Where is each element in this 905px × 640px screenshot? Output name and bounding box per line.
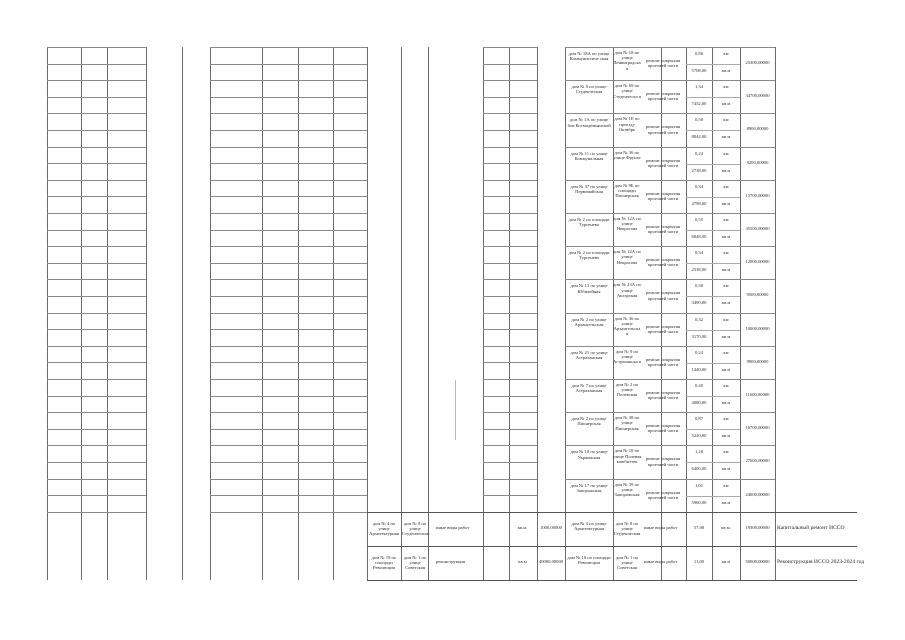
- grid-hline: [47, 429, 146, 430]
- grid-hline: [483, 379, 537, 380]
- summary-hline: [367, 546, 857, 547]
- row-to: дом № 2 по улице Полевская: [615, 382, 639, 398]
- grid-hline: [47, 396, 146, 397]
- summary-left-from: дом № 4 по улице Архитектурная: [369, 521, 399, 537]
- grid-hline: [210, 263, 367, 264]
- row-mid-hline: [686, 197, 740, 198]
- grid-vline: [537, 47, 538, 580]
- row-work: ремонт покрытия проезжей части: [645, 91, 681, 102]
- summary-left-from: дом № 19 по площади Революции: [371, 555, 397, 571]
- summary-left-unit: кв.м: [518, 559, 527, 564]
- row-cost: 27000,00000: [745, 458, 770, 464]
- grid-hline: [210, 396, 367, 397]
- grid-hline: [47, 246, 146, 247]
- summary-note: Реконструкция ИССО 2023-2024 год: [777, 559, 865, 565]
- grid-hline: [483, 263, 537, 264]
- row-mid-hline: [686, 396, 740, 397]
- row-hline: [565, 412, 775, 413]
- grid-hline: [47, 80, 146, 81]
- grid-hline: [210, 279, 367, 280]
- row-area: 6400,00: [691, 466, 707, 472]
- grid-hline: [210, 329, 367, 330]
- summary-unit: кв.м.: [721, 525, 731, 530]
- row-to: дом № 9 по улице Астраханска я: [613, 348, 641, 365]
- row-unit-area: кв.м: [721, 200, 731, 206]
- row-unit-km: км: [723, 150, 729, 156]
- row-unit-area: кв.м: [721, 234, 731, 239]
- row-area: 5708,00: [691, 68, 707, 73]
- row-from: дом № 2 по площади Тургенева: [568, 250, 610, 261]
- row-mid-hline: [686, 263, 740, 264]
- row-area: 6048,00: [691, 234, 707, 239]
- row-unit-area: кв.м: [721, 466, 731, 472]
- grid-hline: [47, 329, 146, 330]
- grid-hline: [47, 113, 146, 114]
- row-mid-hline: [686, 97, 740, 98]
- row-hline: [565, 147, 775, 148]
- summary-cost: 50000,00000: [745, 559, 770, 564]
- row-to: дом № 18 по улице Полевая кашбиттек: [612, 448, 642, 464]
- row-cost: 9900,00000: [746, 358, 769, 364]
- row-to: дом № 69 по улице Студенческа я: [613, 83, 641, 99]
- grid-hline: [210, 495, 367, 496]
- row-hline: [565, 379, 775, 380]
- row-mid-hline: [686, 330, 740, 331]
- grid-hline: [47, 462, 146, 463]
- grid-hline: [47, 412, 146, 413]
- row-area: 4080,00: [691, 400, 707, 405]
- summary-qty: 11,00: [693, 559, 705, 564]
- grid-hline: [483, 495, 537, 496]
- row-area: 8044,00: [691, 134, 707, 140]
- row-mid-hline: [686, 363, 740, 364]
- row-mid-hline: [686, 130, 740, 131]
- row-unit-area: кв.м: [721, 134, 731, 140]
- grid-vline-faint: [455, 380, 456, 440]
- row-from: дом № 18А по улице Коммунистиче ская: [568, 51, 610, 62]
- row-area: 4798,00: [691, 200, 707, 206]
- summary-to: дом № 1 по улице Советская: [615, 555, 639, 571]
- row-work: ремонт покрытия проезжей части: [645, 356, 681, 367]
- row-from: дом № 17 по улице Запорожская: [570, 482, 608, 493]
- grid-vline: [182, 47, 183, 580]
- row-cost: 34700,00000: [745, 93, 770, 99]
- row-km: 0,86: [694, 51, 704, 56]
- row-hline: [565, 80, 775, 81]
- row-work: ремонт покрытия проезжей части: [645, 257, 681, 268]
- grid-hline: [483, 196, 537, 197]
- row-work: ремонт покрытия проезжей части: [645, 224, 681, 235]
- row-area: 3490,00: [691, 300, 707, 306]
- row-from: дом № 1А по улице Зои Космодемьянской: [567, 117, 611, 128]
- grid-hline: [210, 130, 367, 131]
- grid-hline: [210, 97, 367, 98]
- row-mid-hline: [686, 164, 740, 165]
- grid-hline: [483, 246, 537, 247]
- summary-qty: 57,00: [693, 525, 705, 530]
- grid-hline: [483, 97, 537, 98]
- grid-hline: [210, 113, 367, 114]
- row-hline: [565, 47, 775, 48]
- grid-hline: [483, 47, 537, 48]
- row-from: дом № 2 по площади Тургенева: [568, 217, 610, 228]
- grid-hline: [210, 230, 367, 231]
- grid-hline: [210, 445, 367, 446]
- grid-hline: [210, 163, 367, 164]
- grid-hline: [47, 296, 146, 297]
- row-km: 1,20: [694, 449, 704, 455]
- row-unit-area: кв.м: [721, 400, 731, 405]
- row-hline: [565, 180, 775, 181]
- summary-left-work: иные виды работ: [436, 525, 470, 530]
- row-unit-km: км: [723, 316, 729, 322]
- grid-hline: [47, 130, 146, 131]
- summary-from: дом № 4 по улице Архитектурная: [571, 521, 607, 532]
- grid-hline: [483, 362, 537, 363]
- grid-hline: [483, 80, 537, 81]
- grid-hline: [210, 429, 367, 430]
- grid-hline: [483, 230, 537, 231]
- grid-hline: [47, 445, 146, 446]
- summary-hline: [367, 580, 857, 581]
- row-unit-area: кв.м: [721, 499, 731, 505]
- summary-left-to: дом № 1 по улице Советская: [403, 555, 427, 571]
- row-km: 0,50: [694, 117, 704, 123]
- row-cost: 9500,00000: [746, 292, 769, 298]
- row-to: дом № 12А по улице Некрасова: [613, 249, 641, 265]
- row-cost: 24000,00000: [745, 491, 770, 497]
- summary-unit: кв.м: [721, 559, 731, 564]
- row-work: ремонт покрытия проезжей части: [645, 58, 681, 69]
- row-area: 7452,00: [691, 101, 707, 107]
- row-km: 0,34: [694, 250, 704, 256]
- row-unit-km: км: [723, 283, 729, 289]
- grid-hline: [210, 412, 367, 413]
- row-work: ремонт покрытия проезжей части: [645, 390, 681, 401]
- row-from: дом № 7 по улице Астраханская: [571, 383, 607, 394]
- grid-hline: [483, 412, 537, 413]
- grid-hline: [47, 196, 146, 197]
- grid-vline: [146, 47, 147, 580]
- grid-hline: [47, 97, 146, 98]
- row-from: дом № 10 по улице Украинская: [570, 449, 608, 460]
- grid-hline: [47, 163, 146, 164]
- grid-hline: [483, 445, 537, 446]
- row-cost: 11600,00000: [745, 392, 770, 397]
- summary-cost: 19300,00000: [745, 525, 770, 530]
- row-cost: 9200,00000: [746, 159, 769, 165]
- row-from: дом № 2 по улице Архангельская: [571, 316, 607, 327]
- row-to: дом № 38 по улице Пионерская: [614, 415, 640, 431]
- row-to: дом № 39 по улице Запорожская: [614, 481, 640, 497]
- row-unit-area: кв.м: [721, 101, 731, 107]
- grid-hline: [47, 512, 146, 513]
- row-hline: [565, 213, 775, 214]
- grid-vline: [428, 47, 429, 580]
- row-from: дом № 13 по улице Юбилейная: [570, 283, 608, 294]
- row-work: ремонт покрытия проезжей части: [645, 423, 681, 434]
- row-hline: [565, 246, 775, 247]
- row-area: 2738,00: [691, 167, 707, 173]
- row-unit-area: кв.м: [721, 167, 731, 173]
- row-unit-km: км: [723, 183, 729, 189]
- grid-hline: [210, 313, 367, 314]
- row-mid-hline: [686, 296, 740, 297]
- grid-hline: [47, 313, 146, 314]
- grid-hline: [483, 346, 537, 347]
- row-hline: [565, 479, 775, 480]
- row-cost: 10000,00000: [745, 325, 770, 331]
- row-mid-hline: [686, 496, 740, 497]
- row-to: дом № 9Б по площади Пионерская: [614, 182, 640, 199]
- grid-hline: [210, 379, 367, 380]
- grid-hline: [483, 296, 537, 297]
- grid-hline: [483, 329, 537, 330]
- grid-vline: [367, 47, 368, 580]
- row-unit-km: км: [723, 250, 729, 256]
- grid-hline: [47, 213, 146, 214]
- row-km: 0,40: [694, 383, 704, 388]
- summary-note: Капитальный ремонт ИССО: [777, 525, 845, 531]
- grid-hline: [483, 462, 537, 463]
- row-from: дом № 9 по улице Студенческая: [571, 84, 607, 95]
- summary-work: иные виды работ: [644, 559, 678, 564]
- grid-hline: [210, 462, 367, 463]
- grid-hline: [483, 279, 537, 280]
- grid-hline: [47, 346, 146, 347]
- grid-hline: [47, 147, 146, 148]
- grid-hline: [47, 495, 146, 496]
- row-hline: [565, 279, 775, 280]
- grid-hline: [483, 213, 537, 214]
- row-unit-area: кв.м: [721, 333, 731, 339]
- grid-hline: [47, 180, 146, 181]
- grid-hline: [483, 429, 537, 430]
- row-km: 0,24: [694, 349, 704, 355]
- grid-hline: [210, 213, 367, 214]
- row-unit-area: кв.м: [721, 300, 731, 306]
- grid-hline: [210, 64, 367, 65]
- row-mid-hline: [686, 64, 740, 65]
- grid-hline: [483, 479, 537, 480]
- row-unit-km: км: [723, 84, 729, 90]
- grid-hline: [210, 479, 367, 480]
- summary-left-work: реконструкция: [436, 559, 465, 564]
- row-mid-hline: [686, 462, 740, 463]
- row-cost: 8900,00000: [746, 126, 769, 132]
- row-unit-km: км: [723, 449, 729, 455]
- row-work: ремонт покрытия проезжей части: [645, 190, 681, 201]
- grid-hline: [483, 396, 537, 397]
- grid-vline: [775, 47, 776, 580]
- row-km: 1,34: [694, 84, 704, 90]
- grid-hline: [47, 479, 146, 480]
- row-to: дом № 23А по улице Ангарская: [613, 282, 641, 298]
- grid-hline: [483, 147, 537, 148]
- row-km: 0,34: [694, 183, 704, 189]
- summary-hline: [367, 512, 857, 513]
- row-work: ремонт покрытия проезжей части: [645, 290, 681, 301]
- row-area: 1440,00: [691, 366, 707, 372]
- row-to: дом № 36 по улице Архангельска я: [613, 315, 641, 337]
- grid-hline: [210, 147, 367, 148]
- row-area: 3170,00: [691, 333, 707, 339]
- row-cost: 16700,00000: [745, 425, 770, 431]
- grid-hline: [483, 313, 537, 314]
- row-to: дом № 12А по улице Некрасова: [613, 216, 641, 232]
- row-hline: [565, 445, 775, 446]
- summary-from: дом № 10 по площади Революции: [567, 555, 611, 566]
- row-cost: 23300,00000: [745, 60, 770, 65]
- grid-hline: [47, 279, 146, 280]
- grid-hline: [210, 80, 367, 81]
- row-to: дом № 18 по улице Ленинградска я: [613, 50, 641, 71]
- row-unit-km: км: [723, 117, 729, 123]
- row-area: 2538,00: [691, 267, 707, 273]
- grid-hline: [47, 362, 146, 363]
- grid-hline: [47, 263, 146, 264]
- row-work: ремонт покрытия проезжей части: [645, 124, 681, 135]
- row-km: 0,32: [694, 316, 704, 322]
- row-km: 0,55: [694, 217, 704, 222]
- row-work: ремонт покрытия проезжей части: [645, 157, 681, 168]
- grid-hline: [47, 64, 146, 65]
- grid-hline: [47, 230, 146, 231]
- row-cost: 13700,00000: [745, 192, 770, 198]
- row-mid-hline: [686, 429, 740, 430]
- grid-hline: [47, 379, 146, 380]
- row-unit-km: км: [723, 349, 729, 355]
- row-unit-area: кв.м: [721, 433, 731, 439]
- row-unit-km: км: [723, 217, 729, 222]
- grid-hline: [47, 47, 146, 48]
- row-km: 0,24: [694, 150, 704, 156]
- row-area: 5960,00: [691, 499, 707, 505]
- grid-hline: [210, 47, 367, 48]
- grid-hline: [210, 362, 367, 363]
- row-unit-area: кв.м: [721, 267, 731, 273]
- summary-left-cost: 1000,00000: [540, 525, 562, 530]
- grid-hline: [210, 196, 367, 197]
- grid-hline: [483, 180, 537, 181]
- row-work: ремонт покрытия проезжей части: [645, 456, 681, 467]
- row-from: дом № 37 по улице Первомайская: [570, 183, 608, 194]
- row-hline: [565, 313, 775, 314]
- summary-left-cost: 40000,00000: [538, 559, 564, 564]
- row-mid-hline: [686, 230, 740, 231]
- row-to: дом № 36 по улице Фрунзе: [613, 149, 641, 160]
- row-to: дом № 1Е по проезду Октябрь: [614, 116, 640, 132]
- summary-to: дом № 8 по улице Студенческая: [613, 521, 641, 537]
- row-area: 5220,00: [691, 433, 707, 439]
- row-work: ремонт покрытия проезжей части: [645, 489, 681, 500]
- summary-left-to: дом № 8 по улице Студенческая: [402, 521, 429, 537]
- row-cost: 35500,00000: [745, 226, 770, 231]
- grid-hline: [210, 346, 367, 347]
- grid-hline: [483, 130, 537, 131]
- grid-hline: [210, 246, 367, 247]
- row-from: дом № 11 по улице Коммунальная: [570, 150, 608, 161]
- grid-hline: [483, 163, 537, 164]
- row-km: 0,87: [694, 416, 704, 422]
- summary-left-unit: кв.м.: [517, 525, 528, 530]
- row-km: 0,30: [694, 283, 704, 289]
- row-unit-area: кв.м: [721, 366, 731, 372]
- row-hline: [565, 346, 775, 347]
- grid-hline: [483, 113, 537, 114]
- summary-work: иные виды работ: [644, 525, 678, 530]
- grid-hline: [483, 64, 537, 65]
- row-from: дом № 21 по улице Астраханская: [570, 349, 608, 360]
- row-unit-km: км: [723, 51, 729, 56]
- grid-hline: [210, 180, 367, 181]
- row-hline: [565, 113, 775, 114]
- row-work: ремонт покрытия проезжей части: [645, 323, 681, 334]
- grid-vline: [401, 47, 402, 580]
- grid-hline: [210, 296, 367, 297]
- row-from: дом № 2 по улице Пионерская: [571, 416, 607, 427]
- row-unit-km: км: [723, 383, 729, 388]
- row-cost: 12000,00000: [745, 259, 770, 265]
- grid-hline: [210, 512, 367, 513]
- row-unit-km: км: [723, 482, 729, 488]
- row-unit-km: км: [723, 416, 729, 422]
- row-unit-area: кв.м: [721, 68, 731, 73]
- row-km: 1,01: [694, 482, 704, 488]
